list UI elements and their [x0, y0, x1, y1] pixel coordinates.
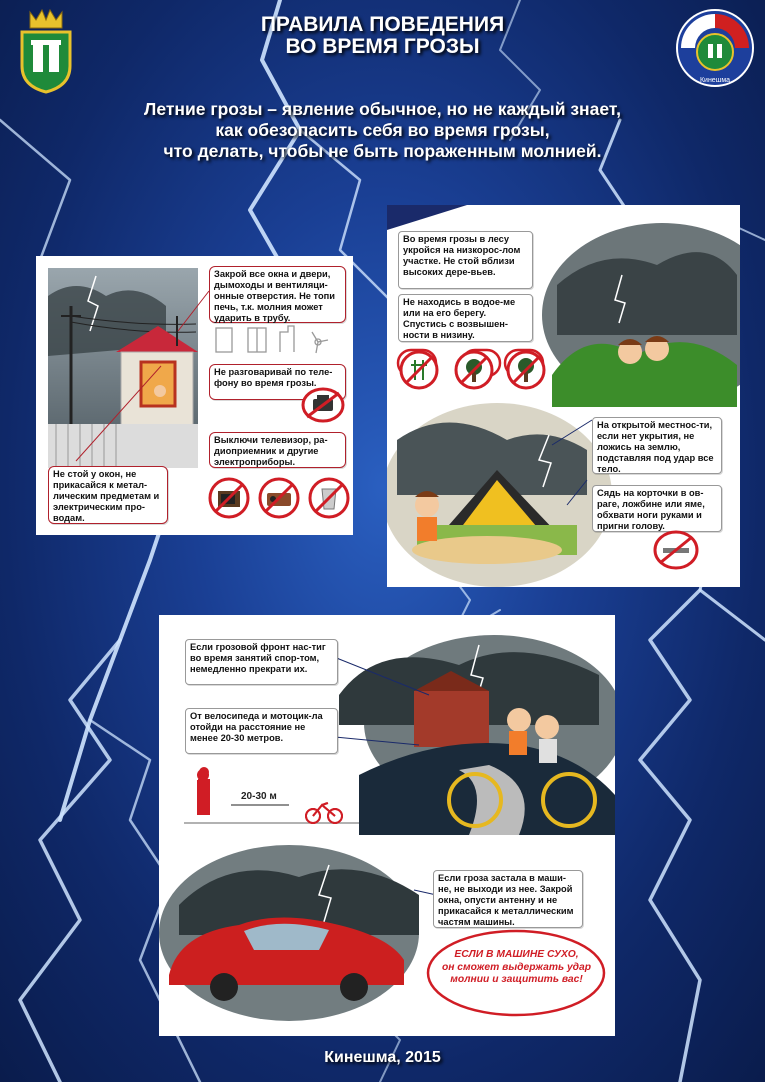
- note-open-area: На открытой местнос-ти, если нет укрытия, не ложись на землю, подставляя под удар все тело.: [592, 417, 722, 474]
- note-close-windows: Закрой все окна и двери, дымоходы и вентиляци-онные отверстия. Не топи печь, т.к. молния может ударить в трубу.: [209, 266, 346, 323]
- no-radio-icon: [258, 477, 300, 519]
- note-forest: Во время грозы в лесу укройся на низкорос-лом участке. Не стой вблизи высоких дере-вьев.: [398, 231, 533, 289]
- no-tree-icon: [454, 350, 494, 390]
- bubble-line2: он сможет выдержать удар: [441, 961, 592, 973]
- page-title: ПРАВИЛА ПОВЕДЕНИЯ ВО ВРЕМЯ ГРОЗЫ: [260, 13, 505, 58]
- note-crouch: Сядь на корточки в ов-раге, ложбине или яме, обхвати ноги руками и пригни голову.: [592, 485, 722, 532]
- note-water: Не находись в водое-ме или на его берегу. Спустись с возвышен-ности в низину.: [398, 294, 533, 342]
- no-tree-icon: [399, 350, 439, 390]
- panel-home-safety: [36, 256, 353, 535]
- bicycle-icon: [304, 799, 344, 825]
- no-appliance-icon: [308, 477, 350, 519]
- distance-label: 20-30 м: [241, 791, 277, 802]
- lightning-bolt: [640, 590, 700, 1082]
- note-phone: Не разговаривай по теле-фону во время грозы.: [209, 364, 346, 400]
- no-tree-icon: [506, 350, 546, 390]
- speech-bubble: [429, 949, 604, 999]
- logo-caption: Кинешма: [699, 77, 731, 84]
- note-turn-off-tv: Выключи телевизор, ра-диоприемник и другие электроприборы.: [209, 432, 346, 468]
- note-car: Если гроза застала в маши-не, не выходи из нее. Закрой окна, опусти антенну и не прикасайся к металлическим частям машины.: [433, 870, 583, 928]
- note-window-stand: Не стой у окон, не прикасайся к метал-лическим предметам и электрическим про-водам.: [48, 466, 168, 524]
- bubble-line3: молнии и защитить вас!: [450, 974, 583, 985]
- no-phone-icon: [301, 387, 345, 423]
- note-bike-distance: От велосипеда и мотоцик-ла отойди на расстояние не менее 20-30 метров.: [185, 708, 338, 754]
- no-tv-icon: [208, 477, 250, 519]
- panel-outdoor-safety: [387, 205, 740, 587]
- page-subtitle: Летние грозы – явление обычное, но не каждый знает, как обезопасить себя во время грозы, что делать, чтобы не быть пораженным молнией.: [144, 99, 621, 161]
- note-sport: Если грозовой фронт нас-тиг во время занятий спор-том, немедленно прекрати их.: [185, 639, 338, 685]
- footer-credit: Кинешма, 2015: [324, 1049, 441, 1066]
- person-icon: [197, 766, 211, 816]
- lightning-bolt: [20, 640, 120, 1082]
- bubble-line1: ЕСЛИ В МАШИНЕ СУХО,: [454, 949, 579, 960]
- no-lying-icon: [653, 530, 699, 570]
- panel-road-safety: [159, 615, 615, 1036]
